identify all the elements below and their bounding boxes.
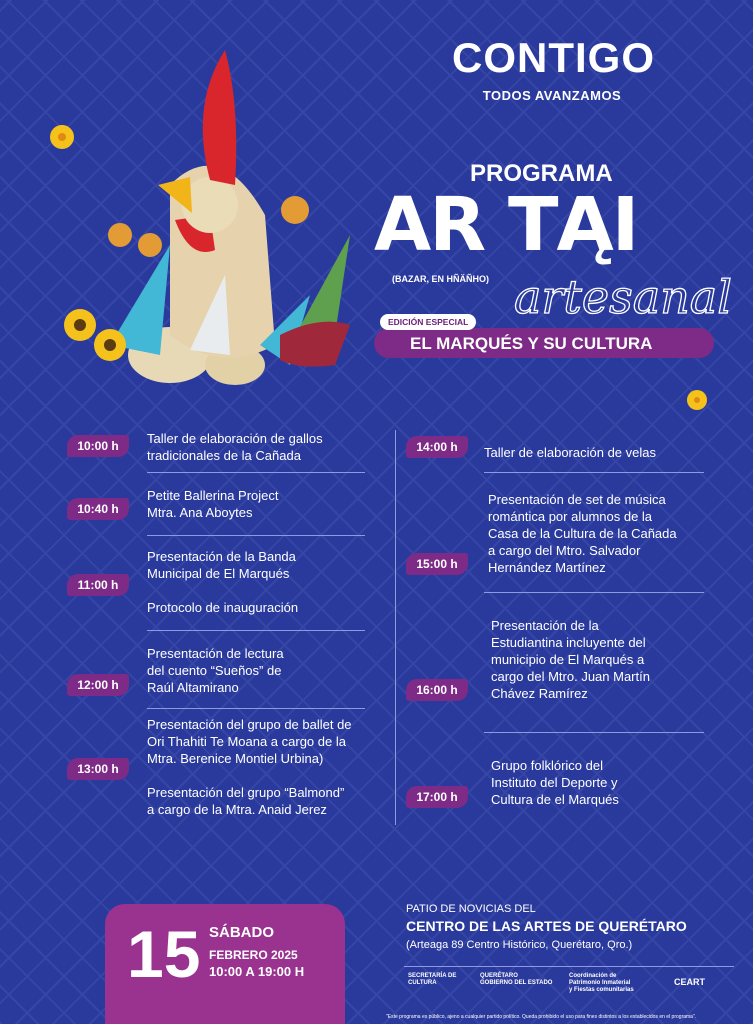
time-badge: 17:00 h: [406, 786, 468, 808]
divider: [147, 708, 365, 709]
sunflower-icon: [64, 309, 96, 341]
divider: [147, 630, 365, 631]
sponsor-logos: [404, 966, 734, 1005]
logo-tagline: TODOS AVANZAMOS: [482, 88, 622, 103]
venue-address: (Arteaga 89 Centro Histórico, Querétaro, Qro.): [406, 939, 633, 951]
venue-line1: PATIO DE NOVICIAS DEL: [406, 903, 536, 915]
activity-text: Taller de elaboración de gallos tradicionales de la Cañada: [147, 431, 323, 463]
activity-text: Presentación de la Estudiantina incluyente del municipio de El Marqués a cargo del Mtro. Juan Martín Chávez Ramírez: [491, 618, 650, 701]
event-date-box: [105, 904, 345, 1024]
activity-text: Presentación de lectura del cuento “Sueños” de Raúl Altamirano: [147, 646, 284, 695]
venue-info: [406, 903, 687, 951]
edition-banner-label: EL MARQUÉS Y SU CULTURA: [410, 334, 653, 353]
activity-text: Presentación de la Banda Municipal de El Marqués Protocolo de inauguración: [147, 549, 299, 615]
time-badge: 15:00 h: [406, 553, 468, 575]
edition-banner: [374, 328, 714, 358]
venue-name: CENTRO DE LAS ARTES DE QUERÉTARO: [406, 918, 687, 934]
time-badge: 10:00 h: [67, 435, 129, 457]
ar-tai-title: AR TĄI: [374, 182, 638, 268]
divider: [484, 472, 704, 473]
legal-disclaimer: "Este programa es público, ajeno a cualquier partido político. Queda prohibido el uso para fines distintos a los establecidos en el programa".: [386, 1014, 697, 1020]
activity-text: Grupo folklórico del Instituto del Deporte y Cultura de el Marqués: [491, 758, 619, 807]
bazar-note: (BAZAR, EN HÑÄÑHO): [392, 274, 489, 284]
sponsor-ceart: CEART: [674, 977, 705, 987]
logo-word: CONTIGO: [452, 34, 655, 81]
divider: [484, 592, 704, 593]
activity-text: Petite Ballerina Project Mtra. Ana Aboytes: [147, 488, 279, 520]
sponsor-patrimonio: Coordinación de Patrimonio Inmaterial y Fiestas comunitarias: [569, 973, 634, 993]
sponsor-queretaro: QUERÉTARO GOBIERNO DEL ESTADO: [480, 973, 553, 986]
activity-text: Taller de elaboración de velas: [484, 445, 656, 460]
activity-text: Presentación de set de música romántica por alumnos de la Casa de la Cultura de la Cañada a cargo del Mtro. Salvador Hernández Martínez: [488, 492, 677, 575]
column-divider: [395, 430, 396, 825]
divider: [147, 535, 365, 536]
contigo-logo: [452, 34, 655, 103]
flower-icon: [45, 120, 79, 154]
rooster-illustration: [50, 45, 370, 390]
event-month: FEBRERO 2025: [209, 948, 298, 962]
special-edition-badge: EDICIÓN ESPECIAL: [380, 314, 476, 330]
time-badge: 16:00 h: [406, 679, 468, 701]
artesanal-script: artesanal: [514, 270, 732, 324]
sponsor-cultura: SECRETARÍA DE CULTURA: [408, 973, 457, 986]
time-badge: 11:00 h: [67, 574, 129, 596]
time-badge: 12:00 h: [67, 674, 129, 696]
divider: [484, 732, 704, 733]
time-badge: 13:00 h: [67, 758, 129, 780]
event-weekday: SÁBADO: [209, 924, 275, 941]
event-hours: 10:00 A 19:00 H: [209, 964, 305, 979]
activity-text: Presentación del grupo de ballet de Ori Thahiti Te Moana a cargo de la Mtra. Berenice Montiel Urbina) Presentación del grupo “Balmond” a cargo de la Mtra. Anaid Jerez: [147, 717, 352, 817]
time-badge: 10:40 h: [67, 498, 129, 520]
program-heading: PROGRAMA: [470, 160, 613, 187]
event-day-number: 15: [127, 917, 201, 991]
flower-icon: [682, 385, 712, 415]
time-badge: 14:00 h: [406, 436, 468, 458]
divider: [147, 472, 365, 473]
